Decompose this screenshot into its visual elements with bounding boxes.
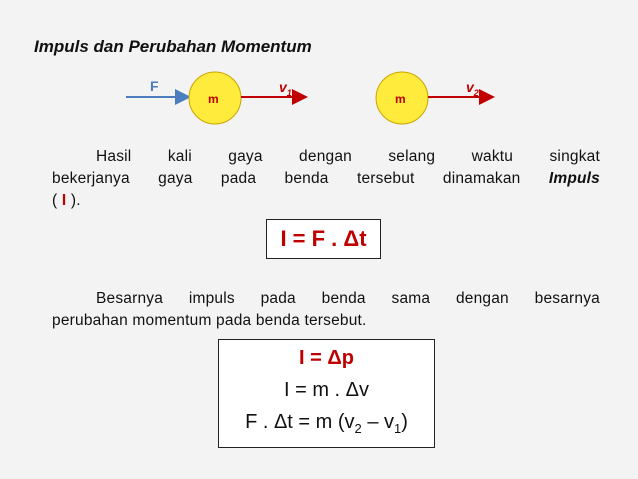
paragraph2-line1: Besarnya impuls pada benda sama dengan besarnya <box>96 290 600 307</box>
force-label: F <box>150 78 159 94</box>
formula-force-time: F . Δt = m $(v_2 - v_1)$ <box>245 411 408 436</box>
paragraph1-line2: bekerjanya gaya pada benda tersebut dinamakan Impuls <box>52 170 600 187</box>
formula-mass-velocity: I = m . Δv <box>283 379 370 401</box>
impuls-term: Impuls <box>548 170 600 187</box>
velocity-label-1: $v_1$ <box>279 79 292 98</box>
momentum-formula-box <box>218 339 435 448</box>
impulse-symbol: I <box>61 192 67 209</box>
mass-label-1: m <box>208 92 219 106</box>
impulse-momentum-paragraph <box>52 288 600 332</box>
mass-label-2: m <box>395 92 406 106</box>
paragraph2-line2: perubahan momentum pada benda tersebut. <box>52 312 367 329</box>
impulse-formula-box: I = F . Δt <box>266 219 381 259</box>
page-title: Impuls dan Perubahan Momentum <box>34 37 312 56</box>
impulse-definition-paragraph <box>52 146 600 212</box>
formula-impulse-momentum: I = Δp <box>299 347 354 369</box>
paragraph1-line1: Hasil kali gaya dengan selang waktu singkat <box>96 148 600 165</box>
velocity-label-2: $v_2$ <box>466 79 479 98</box>
momentum-diagram <box>0 0 638 140</box>
paragraph1-line3: ( I ). <box>52 192 81 209</box>
